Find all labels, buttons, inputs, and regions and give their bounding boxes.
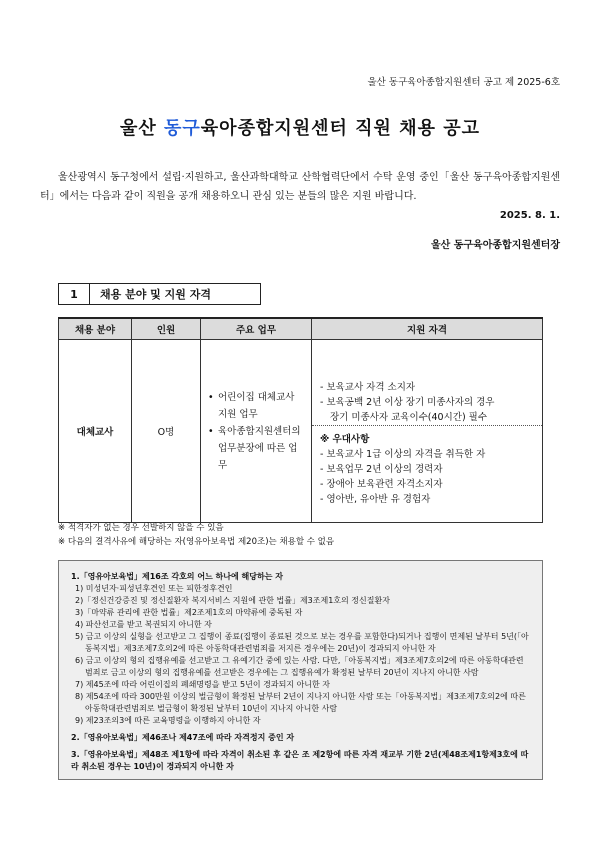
preferred-item: - 영아반, 유아반 유 경험자 xyxy=(320,493,431,505)
cell-qualification xyxy=(312,340,543,523)
disqualification-item: 7) 제45조에 따라 어린이집의 폐쇄명령을 받고 5년이 경과되지 아니한 자 xyxy=(75,680,331,689)
announcement-number: 울산 동구육아종합지원센터 공고 제 2025-6호 xyxy=(367,77,560,88)
preferred-item: - 보육업무 2년 이상의 경력자 xyxy=(320,463,443,475)
title-accent: 동구 xyxy=(164,118,201,139)
note-item: ※ 적격자가 없는 경우 선발하지 않을 수 있음 xyxy=(58,523,224,533)
disqualification-item: 6) 금고 이상의 형의 집행유예를 선고받고 그 유예기간 중에 있는 사람. 다만,「아동복지법」제3조제7호의2에 따른 아동학대관련범죄로 금고 이상의 형의 집행유예를 선고받은 경우에는 그 집행유예가 확정된 날부터 20년이 지나지 아니한 사람 xyxy=(75,656,524,677)
cell-field: 대체교사 xyxy=(59,340,132,523)
header-field: 채용 분야 xyxy=(59,318,132,340)
disqualification-item: 2)「정신건강증진 및 정신질환자 복지서비스 지원에 관한 법률」제3조제1호의 정신질환자 xyxy=(75,596,390,605)
title-prefix: 울산 xyxy=(119,118,165,139)
page-title xyxy=(0,114,600,140)
disqualification-item: 8) 제54조에 따라 300만원 이상의 벌금형이 확정된 날부터 2년이 지나지 아니한 사람 또는「아동복지법」제3조제7호의2에 따른 아동학대관련범죄로 벌금형이 확정된 날부터 10년이 지나지 아니한 사람 xyxy=(75,692,526,713)
intro-paragraph: 울산광역시 동구청에서 설립·지원하고, 울산과학대학교 산학협력단에서 수탁 운영 중인「울산 동구육아종합지원센터」에서는 다음과 같이 직원을 공개 채용하오니 관심 있는 분들의 많은 지원 바랍니다. xyxy=(40,172,560,202)
disqualification-box xyxy=(58,560,543,780)
table-header-row xyxy=(59,318,543,340)
title-suffix: 육아종합지원센터 직원 채용 공고 xyxy=(200,118,481,139)
note-item: ※ 다음의 결격사유에 해당하는 자(영유아보육법 제20조)는 채용할 수 없음 xyxy=(58,537,335,547)
preferred-qualifications xyxy=(312,426,542,511)
duty-item: • 육아종합지원센터의 업무분장에 따른 업무 xyxy=(208,423,306,474)
disqualification-item: 9) 제23조의3에 따른 교육명령을 이행하지 아니한 자 xyxy=(75,716,261,725)
disqualification-item: 5) 금고 이상의 실형을 선고받고 그 집행이 종료(집행이 종료된 것으로 보는 경우를 포함한다)되거나 집행이 면제된 날부터 5년(「아동복지법」제3조제7호의2에 따른 아동학대관련범죄를 저지른 경우에는 20년)이 경과되지 아니한 자 xyxy=(75,632,529,653)
recruitment-table xyxy=(58,317,543,523)
header-qualification: 지원 자격 xyxy=(312,318,543,340)
header-count: 인원 xyxy=(132,318,201,340)
table-row xyxy=(59,340,543,523)
required-item: - 보육교사 자격 소지자 xyxy=(320,381,416,393)
notes xyxy=(58,521,334,549)
duty-item: • 어린이집 대체교사 지원 업무 xyxy=(208,389,306,423)
disqualification-item: 1) 미성년자·피성년후견인 또는 피한정후견인 xyxy=(75,584,233,593)
issuer-name: 울산 동구육아종합지원센터장 xyxy=(430,240,560,251)
announcement-date: 2025. 8. 1. xyxy=(499,210,560,221)
disqualification-heading-3: 3.「영유아보육법」제48조 제1항에 따라 자격이 취소된 후 같은 조 제2항에 따른 자격 재교부 기한 2년(제48조제1항제3호에 따라 취소된 경우는 10년)이 경과되지 아니한 자 xyxy=(71,750,529,771)
preferred-item: - 보육교사 1급 이상의 자격을 취득한 자 xyxy=(320,448,486,460)
header-duties: 주요 업무 xyxy=(201,318,312,340)
section-number: 1 xyxy=(58,283,90,305)
disqualification-item: 3)「마약류 관리에 관한 법률」제2조제1호의 마약류에 중독된 자 xyxy=(75,608,303,617)
required-item: - 보육공백 2년 이상 장기 미종사자의 경우 xyxy=(320,396,495,408)
cell-duties xyxy=(201,340,312,523)
preferred-title: ※ 우대사항 xyxy=(320,433,370,445)
required-item: 장기 미종사자 교육이수(40시간) 필수 xyxy=(330,411,488,423)
section-header xyxy=(58,283,261,305)
cell-count: O명 xyxy=(132,340,201,523)
preferred-item: - 장애아 보육관련 자격소지자 xyxy=(320,478,443,490)
section-title: 채용 분야 및 지원 자격 xyxy=(90,283,261,305)
disqualification-item: 4) 파산선고를 받고 복권되지 아니한 자 xyxy=(75,620,212,629)
disqualification-heading-2: 2.「영유아보육법」제46조나 제47조에 따라 자격정지 중인 자 xyxy=(71,733,295,742)
required-qualifications xyxy=(312,352,542,426)
disqualification-heading-1: 1.「영유아보육법」제16조 각호의 어느 하나에 해당하는 자 xyxy=(71,572,283,581)
